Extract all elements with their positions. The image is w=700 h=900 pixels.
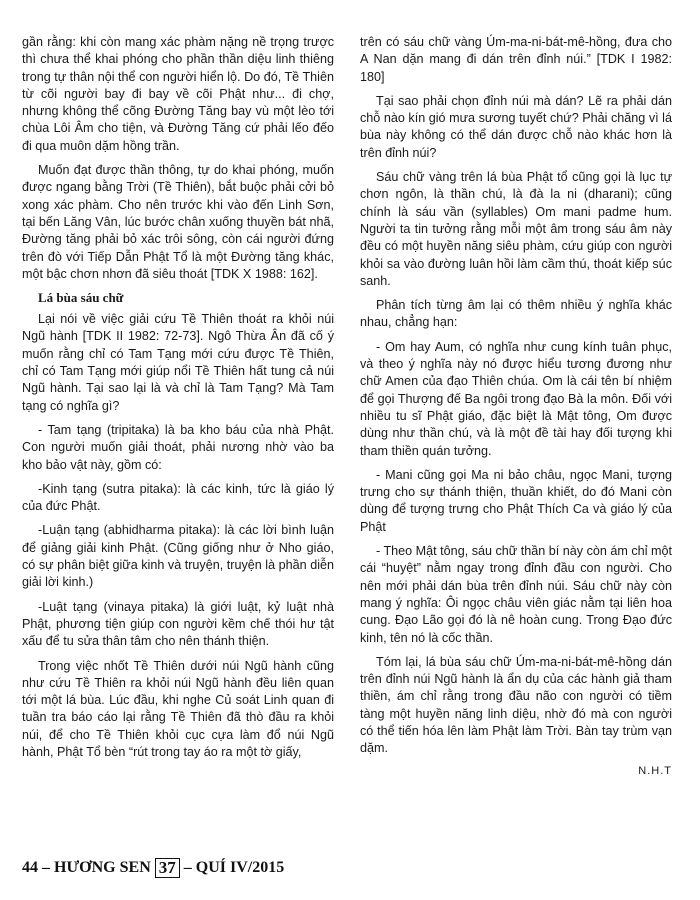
footer-page-prefix: 44 – HƯƠNG SEN	[22, 859, 151, 876]
article-page	[22, 34, 680, 834]
paragraph: - Mani cũng gọi Ma ni bảo châu, ngọc Mani, tượng trưng cho sự thánh thiện, thuần khiết, do đó Mani còn dùng để tượng trưng cho Phật Thích Ca và giáo lý của Phật	[360, 467, 672, 534]
paragraph: Trong việc nhốt Tề Thiên dưới núi Ngũ hành cũng như cứu Tề Thiên ra khỏi núi Ngũ hành đều liên quan tới một lá bùa. Lúc đầu, khi nghe Củ soát Linh quan đi tuần tra báo cáo lại rằng Tề Thiên đã thò đầu ra khỏi núi, để cho Tề Thiên khỏi cục cựa làm đổ núi Ngũ hành, Phật Tổ bèn “rút trong tay áo ra một tờ giấy,	[22, 658, 334, 759]
page-footer	[22, 856, 284, 880]
issue-number-box: 37	[155, 858, 180, 878]
paragraph: gần rằng: khi còn mang xác phàm nặng nề trọng trược thì chưa thể khai phóng cho phần thần diệu linh thiêng trong tự thân nội thể con người hiển lộ. Do đó, Tề Thiên từ cõi người bay đi bay về cõi Phật như... đi chợ, nhưng không thể cõng Đường Tăng bay vù một lèo tới chùa Lôi Âm cho tiện, và Đường Tăng cứ phải lếo đếo đi qua muôn dặm hồng trần.	[22, 35, 334, 153]
paragraph: Lại nói về việc giải cứu Tề Thiên thoát ra khỏi núi Ngũ hành [TDK II 1982: 72-73]. Ngô Thừa Ân đã cố ý muốn rằng chỉ có Tam Tạng mới cứu được Tề Thiên, chỉ có Tam Tạng mới giúp nổi Tề Thiên hất tung cả núi Ngũ hành. Tại sao lại là và chỉ là Tam Tạng? Mà Tam tạng có nghĩa gì?	[22, 312, 334, 413]
paragraph: Phân tích từng âm lại có thêm nhiều ý nghĩa khác nhau, chẳng hạn:	[360, 298, 672, 330]
section-heading: Lá bùa sáu chữ	[38, 290, 124, 306]
paragraph: Tại sao phải chọn đỉnh núi mà dán? Lẽ ra phải dán chỗ nào kín gió mưa sương tuyết chứ? Phải chăng vì lá bùa này không có thể dán được chỗ nào khác hơn là trên đỉnh núi?	[360, 93, 672, 160]
paragraph: -Luật tạng (vinaya pitaka) là giới luật, kỷ luật nhà Phật, phương tiện giúp con người kềm chế thói hư tật xấu để tu sửa thân tâm cho nên thánh thiện.	[22, 599, 334, 649]
paragraph: - Om hay Aum, có nghĩa như cung kính tuân phục, và theo ý nghĩa này nó được hiểu tương đương như chữ Amen của đạo Thiên chúa. Om là cái tên bí nhiệm để gọi Thượng đế Ba ngôi trong đạo Bà la môn. Đối với nhiều tu sĩ Phật giáo, đặc biệt là Mật tông, Om được dùng như thần chú, và là một đề tài hay đối tượng khi tham thiền quán tưởng.	[360, 339, 672, 458]
paragraph: trên có sáu chữ vàng Úm-ma-ni-bát-mê-hồng, đưa cho A Nan dặn mang đi dán trên đỉnh núi.” [TDK I 1982: 180]	[360, 35, 672, 84]
paragraph: Sáu chữ vàng trên lá bùa Phật tổ cũng gọi là lục tự chơn ngôn, là thần chú, là đà la ni (dharani); cũng chính là sáu vần (syllables) Om mani padme hum. Người ta tin tưởng rằng mỗi một âm trong sáu âm này đều có một huyền năng siêu phàm, cứu giúp con người khỏi sa vào đường luân hồi làm cầm thú, thoát kiếp súc sanh.	[360, 170, 672, 288]
paragraph: Muốn đạt được thần thông, tự do khai phóng, muốn được ngang bằng Trời (Tề Thiên), bắt buộc phải cởi bỏ xong xác phàm. Cho nên trước khi vào đến Linh Sơn, tại bến Lăng Vân, lúc bước chân xuống thuyền bát nhã, Đường tăng phải bỏ xác trôi sông, còn cái người đứng trên đò với Tiếp Dẫn Phật Tổ là một Đường tăng khác, một bậc chơn nhơn đã siêu thoát [TDK X 1988: 162].	[22, 163, 334, 281]
footer-issue-date: – QUÍ IV/2015	[183, 859, 285, 876]
paragraph: - Tam tạng (tripitaka) là ba kho báu của nhà Phật. Con người muốn giải thoát, phải nương nhờ vào ba kho bảo vật này, gồm có:	[22, 422, 334, 472]
author-signature: N.H.T	[638, 764, 672, 777]
paragraph: -Luận tạng (abhidharma pitaka): là các lời bình luận để giảng giải kinh Phật. (Cũng giống như ở Nho giáo, có sự phân biệt giữa kinh và truyện, truyện là phần diễn giải lời kinh.)	[22, 523, 334, 590]
left-column	[22, 34, 334, 768]
paragraph: Tóm lại, lá bùa sáu chữ Úm-ma-ni-bát-mê-hồng dán trên đỉnh núi Ngũ hành là ẩn dụ của các hành giả tham thiền, ám chỉ rằng trong đầu não con người có tiềm tàng một huyền năng linh diệu, nhờ đó mà con người có thể tiến hóa lên làm Phật làm Trời. Bàn tay trùm vạn dặm.	[360, 654, 672, 756]
paragraph: - Theo Mật tông, sáu chữ thần bí này còn ám chỉ một cái “huyệt” nằm ngay trong đỉnh đầu con người. Cho nên mới phải dán bùa trên đỉnh núi. Sáu chữ này còn mang ý nghĩa: Ôi ngọc châu viên giác nằm tại liên hoa cung. Đạo Lão gọi đó là nê hoàn cung. Trong Đạo đức kinh, tên nó là cốc thần.	[360, 544, 672, 645]
right-column	[360, 34, 672, 777]
paragraph: -Kinh tạng (sutra pitaka): là các kinh, tức là giáo lý của đức Phật.	[22, 481, 334, 514]
